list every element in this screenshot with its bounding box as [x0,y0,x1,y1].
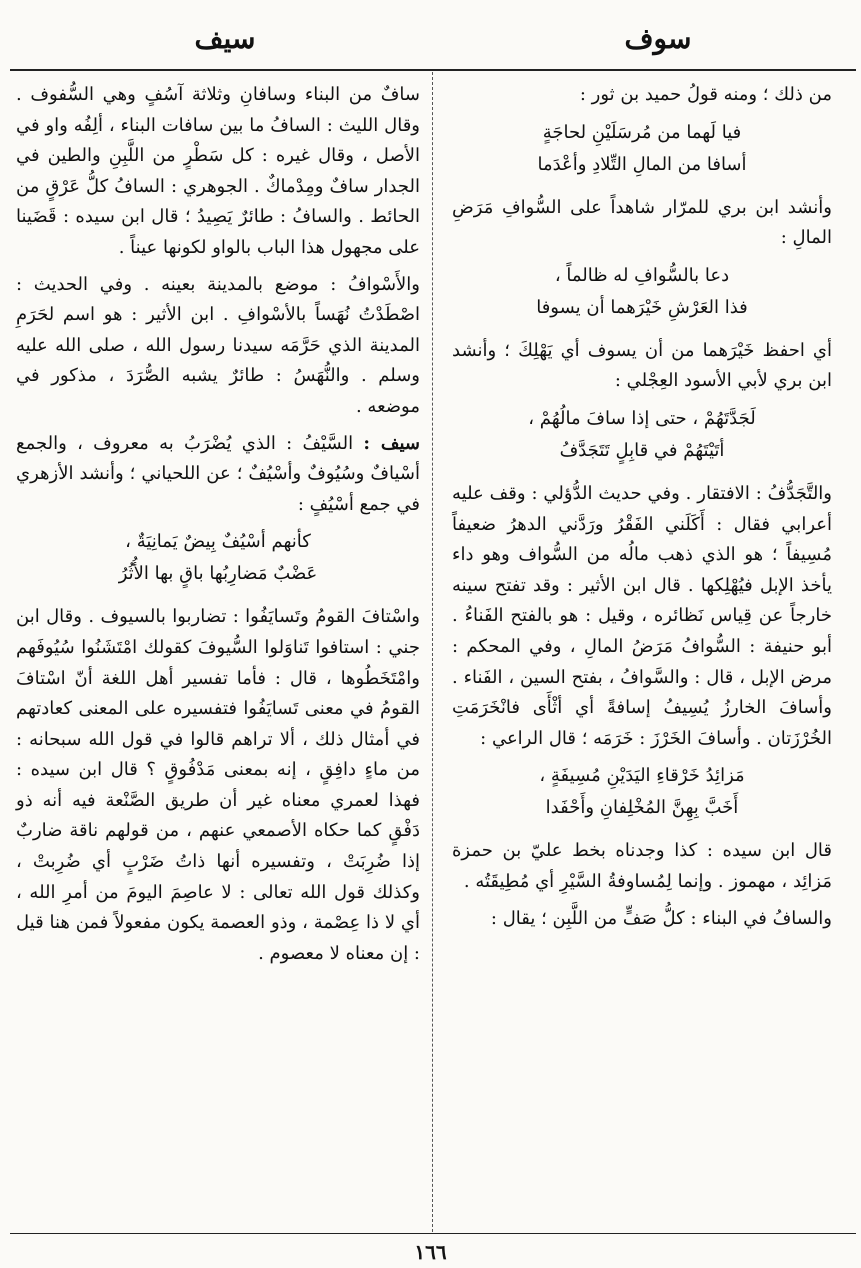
verse-line: أَخَبَّ بِهِنَّ المُخْلِفانِ وأَحْفَدا [545,797,739,819]
left-column [16,80,420,975]
paragraph: أي احفظ خَيْرَهما من أن يسوف أي يَهْلِكَ ؛ وأنشد ابن بري لأبي الأسود العِجْلي : [452,339,832,392]
paragraph: والتَّجَدُّفُ : الافتقار . وفي حديث الدُّؤلي : وقف عليه أعرابي فقال : أَكَلَني الفَقْرُ ورَدَّني الدهرُ ضعيفاً مُسِيفاً ؛ هو الذي ذهب مالُه من السُّواف وهو داء يأخذ الإبل فيُهْلِكها . قال ابن الأثير : وقد تفتح سينه خارجاً عن قِياس نَظائره ، وقيل : هو بالفتح الفَناءُ . أبو حنيفة : السُّوافُ مَرَضُ المالِ ، وفي المحكم : مرض الإبل ، قال : والسَّوافُ ، بفتح السين ، الفَناء . وأسافَ الخارزُ يُسِيفُ إسافةً أي أثْأَى فانْخَرَمَتِ الخُرْزَتان . وأسافَ الخَرْزَ : خَرَمَه ؛ قال الراعي : [452,482,832,749]
entry-text: السَّيْفُ : الذي يُضْرَبُ به معروف ، والجمع أسْيافٌ وسُيُوفٌ وأسْيُفٌ ؛ عن اللحياني ؛ وأنشد الأزهري في جمع أسْيُفٍ : [16,432,420,515]
verse [452,403,832,467]
entry-headword: سيف : [363,432,420,454]
verse [452,260,832,324]
column-divider [432,72,433,1232]
running-headword-right: سوف [624,22,692,55]
running-headword-left: سيف [194,22,256,55]
page-header [0,22,861,66]
entry-paragraph [16,429,420,521]
verse-line: فيا لَهما من مُرسَلَيْنِ لحاجَةٍ [542,121,742,143]
verse-line: عَضْبٌ مَضارِبُها باقٍ بها الأُثُرُ [118,563,318,585]
paragraph: من ذلك ؛ ومنه قولُ حميد بن ثور : [579,84,832,105]
verse-line: أتَيْتَهُمْ في قابِلٍ تَتَجَدَّفُ [559,439,725,461]
verse-line: لَجَدَّتَهُمْ ، حتى إذا سافَ مالُهُمْ ، [528,407,756,429]
verse-line: كأنهم أسْيُفٌ بِيضٌ يَمانِيَةٌ ، [125,531,311,553]
paragraph: واسْتافَ القومُ وتَسايَفُوا : تضاربوا بالسيوف . وقال ابن جني : استافوا تَناوَلوا السُّيوفَ كقولك امْتَشَنُوا سُيُوفَهم وامْتَخَطُوها ، قال : فأما تفسير أهل اللغة أنّ اسْتافَ القومُ في معنى تَسايَفُوا فتفسيره على المعنى كعادتهم في أمثال ذلك ، ألا تراهم قالوا في قول الله سبحانه : من ماءٍ دافِقٍ ، إنه بمعنى مَدْفُوقٍ ؟ قال ابن سيده : فهذا لعمري معناه غير أن طريق الصَّنْعة فيه أنه ذو دَفْقٍ كما حكاه الأصمعي عنهم ، من قولهم ناقة ضاربٌ إذا ضُرِبَتْ ، وتفسيره أنها ذاتُ ضَرْبٍ أي ضُرِبتْ ، وكذلك قول الله تعالى : لا عاصِمَ اليومَ من أمرِ الله ، أي لا ذا عِصْمة ، وذو العصمة يكون مفعولاً فمن هنا قيل : إن معناه لا معصوم . [16,606,421,964]
verse-line: مَزائِدُ خَرْقاءِ اليَدَيْنِ مُسِيفَةٍ ، [539,765,745,787]
header-rule [10,69,856,71]
verse [452,117,832,181]
footer-rule [10,1233,856,1234]
verse-line: أسافا من المالِ التِّلادِ وأعْدَما [537,153,747,175]
right-column [452,80,832,940]
paragraph: وأنشد ابن بري للمرّار شاهداً على السُّوافِ مَرَضِ المالِ : [452,196,832,249]
paragraph: سافٌ من البناء وسافانِ وثلاثة آسُفٍ وهي السُّفوف . وقال الليث : السافُ ما بين سافات البناء ، ألِفُه واو في الأصل ، وقال غيره : كل سَطْرٍ من اللَّبِنِ والطين في الجدار سافٌ ومِدْماكٌ . الجوهري : السافُ كلُّ عَرْقٍ من الحائط . والسافُ : طائرٌ يَصِيدُ ؛ قال ابن سيده : قَضَينا على مجهول هذا الباب بالواو لكونها عيناً . [16,84,420,258]
paragraph: والأَسْوافُ : موضع بالمدينة بعينه . وفي الحديث : اصْطَدْتُ نُهَساً بالأسْوافِ . ابن الأثير : هو اسم لحَرَمِ المدينة الذي حَرَّمَه سيدنا رسول الله ، صلى الله عليه وسلم . والنُّهَسُ : طائرٌ يشبه الصُّرَدَ ، مذكور في موضعه . [16,273,420,417]
page-number: ١٦٦ [414,1240,447,1264]
verse [452,760,832,824]
paragraph: والسافُ في البناء : كلُّ صَفٍّ من اللَّبِن ؛ يقال : [490,907,832,929]
verse [16,526,420,590]
verse-line: فذا العَرْشِ خَيْرَهما أن يسوفا [536,296,748,318]
verse-line: دعا بالسُّوافِ له ظالماً ، [554,264,730,286]
paragraph: قال ابن سيده : كذا وجدناه بخط عليّ بن حمزة مَزائِد ، مهموز . وإنما لِمُساوفةُ السَّيْرِ أي مُطِيقَتُه . [452,840,832,892]
